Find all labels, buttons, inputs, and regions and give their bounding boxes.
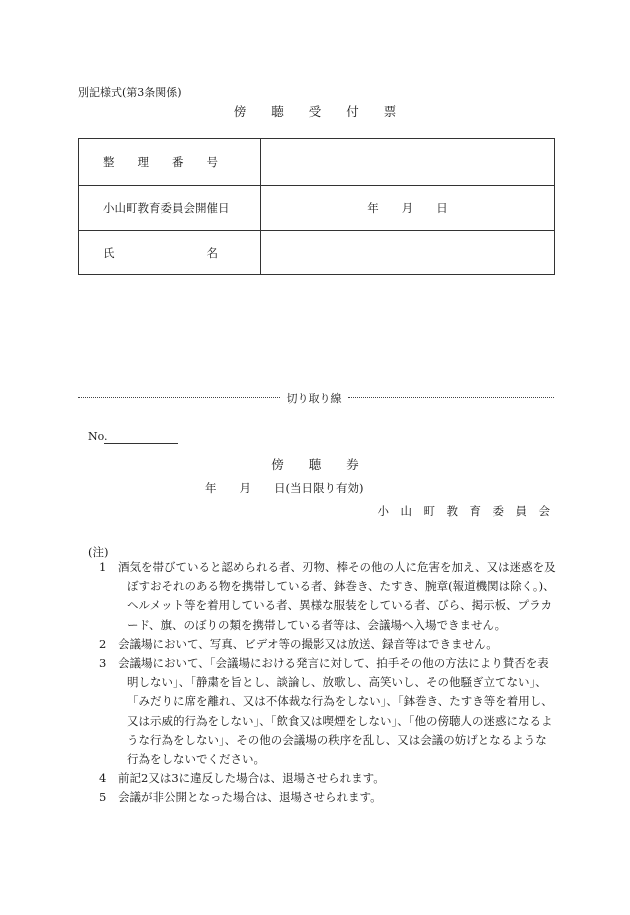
table-row-name (79, 230, 554, 276)
note-item (88, 788, 558, 807)
notes-list (88, 558, 558, 808)
note-text: 酒気を帯びていると認められる者、刃物、棒その他の人に危害を加え、又は迷惑を及ぼすおそれのある物を携帯している者、鉢巻き、たすき、腕章(報道機関は除く。)、ヘルメット等を着用している者、異様な服装をしている者、びら、掲示板、プラカード、旗、のぼりの類を携帯している者等は、会議場へ入場できません。 (118, 560, 556, 632)
cut-line-label: 切り取り線 (286, 392, 342, 405)
cut-line (78, 390, 554, 404)
note-item (88, 654, 558, 769)
note-number: 4 (99, 771, 107, 786)
note-number: 2 (99, 636, 107, 651)
note-text: 前記2又は3に違反した場合は、退場させられます。 (118, 771, 385, 786)
ticket-title: 傍 聴 券 (271, 457, 359, 472)
table-row-meeting-date (79, 185, 554, 232)
cut-line-dots-right (348, 397, 554, 398)
note-text: 会議が非公開となった場合は、退場させられます。 (118, 790, 382, 805)
meeting-date-label: 小山町教育委員会開催日 (103, 200, 230, 215)
ticket-number-label: No. (88, 430, 108, 443)
note-text: 会議場において、「会議場における発言に対して、拍手その他の方法により賛否を表明しない」、「静粛を旨とし、談論し、放歌し、高笑いし、その他騒ぎ立てない」、「みだりに席を離れ、又は不体裁な行為をしない」、「鉢巻き、たすき等を着用し、又は示威的行為をしない」、「飲食又は喫煙をしない」、「他の傍聴人の迷惑になるような行為をしない」、その他の会議場の秩序を乱し、又は会議の妨げとなるような行為をしないでください。 (118, 656, 553, 767)
notes-heading: (注) (88, 545, 109, 559)
name-label: 氏 名 (103, 246, 218, 261)
table-row-reference-number (79, 139, 554, 186)
note-number: 1 (99, 560, 107, 574)
note-item (88, 769, 558, 788)
ticket-number-underline (104, 443, 178, 444)
reception-table (78, 138, 555, 275)
reception-slip-title: 傍 聴 受 付 票 (233, 104, 397, 119)
note-item (88, 558, 558, 635)
reference-number-label: 整 理 番 号 (103, 155, 218, 169)
note-number: 3 (99, 656, 107, 671)
form-reference-label: 別記様式(第3条関係) (78, 86, 182, 99)
note-number: 5 (99, 790, 107, 805)
cut-line-dots-left (78, 397, 280, 398)
ticket-issuer: 小 山 町 教 育 委 員 会 (377, 504, 550, 518)
note-item (88, 635, 558, 654)
ticket-validity-date: 年 月 日(当日限り有効) (205, 481, 364, 495)
note-text: 会議場において、写真、ビデオ等の撮影又は放送、録音等はできません。 (118, 636, 498, 651)
meeting-date-value: 年 月 日 (367, 200, 448, 215)
